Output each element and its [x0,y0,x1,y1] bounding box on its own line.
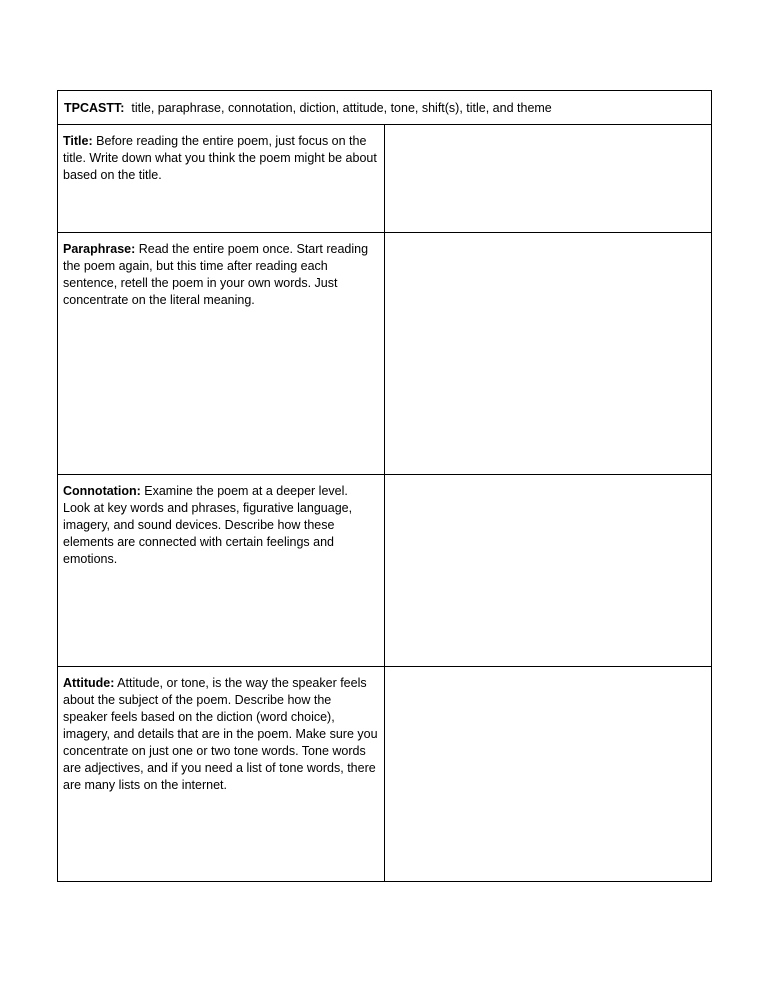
table-row-paraphrase [58,233,712,475]
header-cell [58,91,712,125]
table-row-attitude [58,667,712,882]
prompt-text: Attitude, or tone, is the way the speaker feels about the subject of the poem. Describe how the speaker feels based on the diction (word choice), imagery, and details that are in the poem. Make sure you concentrate on just one or two tone words. Tone words are adjectives, and if you need a list of tone words, there are many lists on the internet. [63,676,378,792]
prompt-label: Paraphrase: [63,242,136,256]
header-content [58,91,711,116]
response-cell-title[interactable] [385,125,712,233]
prompt-cell-attitude [58,667,385,882]
table-row-title [58,125,712,233]
prompt-content [58,475,384,568]
response-cell-paraphrase[interactable] [385,233,712,475]
prompt-label: Attitude: [63,676,115,690]
prompt-text: Read the entire poem once. Start reading the poem again, but this time after reading each sentence, retell the poem in your own words. Just concentrate on the literal meaning. [63,242,369,307]
worksheet-title: TPCASTT: [64,101,125,115]
prompt-content [58,233,384,309]
prompt-cell-connotation [58,475,385,667]
prompt-text: Before reading the entire poem, just focus on the title. Write down what you think the poem might be about based on the title. [63,134,377,182]
worksheet-subtitle: title, paraphrase, connotation, diction, attitude, tone, shift(s), title, and theme [131,101,552,115]
table-row-connotation [58,475,712,667]
prompt-content [58,667,384,794]
prompt-label: Connotation: [63,484,141,498]
header-row [58,91,712,125]
prompt-label: Title: [63,134,93,148]
prompt-text: Examine the poem at a deeper level. Look at key words and phrases, figurative language, imagery, and sound devices. Describe how these elements are connected with certain feelings and emotions. [63,484,353,566]
prompt-content [58,125,384,184]
prompt-cell-paraphrase [58,233,385,475]
tpcastt-worksheet-table [57,90,712,882]
prompt-cell-title [58,125,385,233]
response-cell-attitude[interactable] [385,667,712,882]
response-cell-connotation[interactable] [385,475,712,667]
